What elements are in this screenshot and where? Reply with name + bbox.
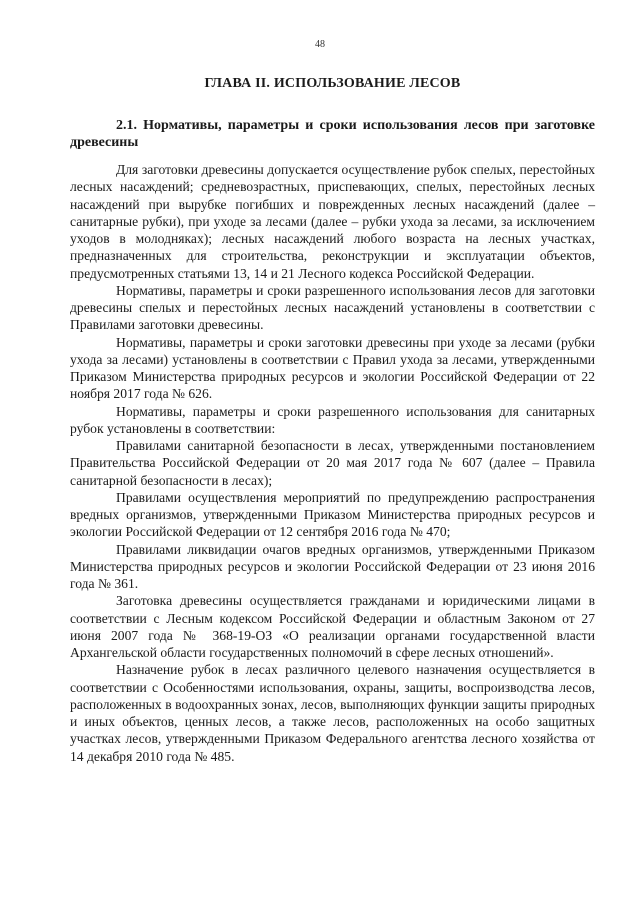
section-title: 2.1. Нормативы, параметры и сроки использования лесов при заготовке древесины [70,118,595,150]
paragraph: Правилами ликвидации очагов вредных организмов, утвержденными Приказом Министерства природных ресурсов и экологии Российской Федерации от 23 июня 2016 года № 361. [70,541,595,591]
paragraph: Для заготовки древесины допускается осуществление рубок спелых, перестойных лесных насаждений; средневозрастных, приспевающих, спелых, перестойных лесных насаждений при вырубке погибших и поврежденных лесных насаждений (далее – санитарные рубки), при уходе за лесами (далее – рубки ухода за лесами, за исключением уходов в молодняках); лесных насаждений любого возраста на лесных участках, предназначенных для строительства, реконструкции и эксплуатации объектов, предусмотренных статьями 13, 14 и 21 Лесного кодекса Российской Федерации. [70,162,595,281]
paragraph: Назначение рубок в лесах различного целевого назначения осуществляется в соответствии с Особенностями использования, охраны, защиты, воспроизводства лесов, расположенных в водоохранных зонах, лесов, выполняющих функции защиты природных и иных объектов, ценных лесов, а также лесов, расположенных на особо защитных участках лесов, утвержденными Приказом Федерального агентства лесного хозяйства от 14 декабря 2010 года № 485. [70,662,595,764]
paragraph: Нормативы, параметры и сроки разрешенного использования для санитарных рубок установлены в соответствии: [70,403,595,436]
paragraph: Заготовка древесины осуществляется гражданами и юридическими лицами в соответствии с Лесным кодексом Российской Федерации и областным Законом от 27 июня 2007 года № 368-19-ОЗ «О реализации органами государственной власти Архангельской области государственных полномочий в сфере лесных отношений». [70,593,595,660]
chapter-title: ГЛАВА II. ИСПОЛЬЗОВАНИЕ ЛЕСОВ [204,76,461,91]
paragraph: Правилами санитарной безопасности в лесах, утвержденными постановлением Правительства Российской Федерации от 20 мая 2017 года № 607 (далее – Правила санитарной безопасности в лесах); [70,438,595,488]
page-number: 48 [315,39,325,50]
paragraph: Нормативы, параметры и сроки разрешенного использования лесов для заготовки древесины спелых и перестойных лесных насаждений установлены в соответствии с Правилами заготовки древесины. [70,282,595,333]
paragraph: Правилами осуществления мероприятий по предупреждению распространения вредных организмов, утвержденными Приказом Министерства природных ресурсов и экологии Российской Федерации от 12 сентября 2016 года № 470; [70,489,595,540]
paragraph: Нормативы, параметры и сроки заготовки древесины при уходе за лесами (рубки ухода за лесами) установлены в соответствии с Правил ухода за лесами, утвержденными Приказом Министерства природных ресурсов и экологии Российской Федерации от 22 ноября 2017 года № 626. [70,334,595,402]
body-text [70,161,595,765]
